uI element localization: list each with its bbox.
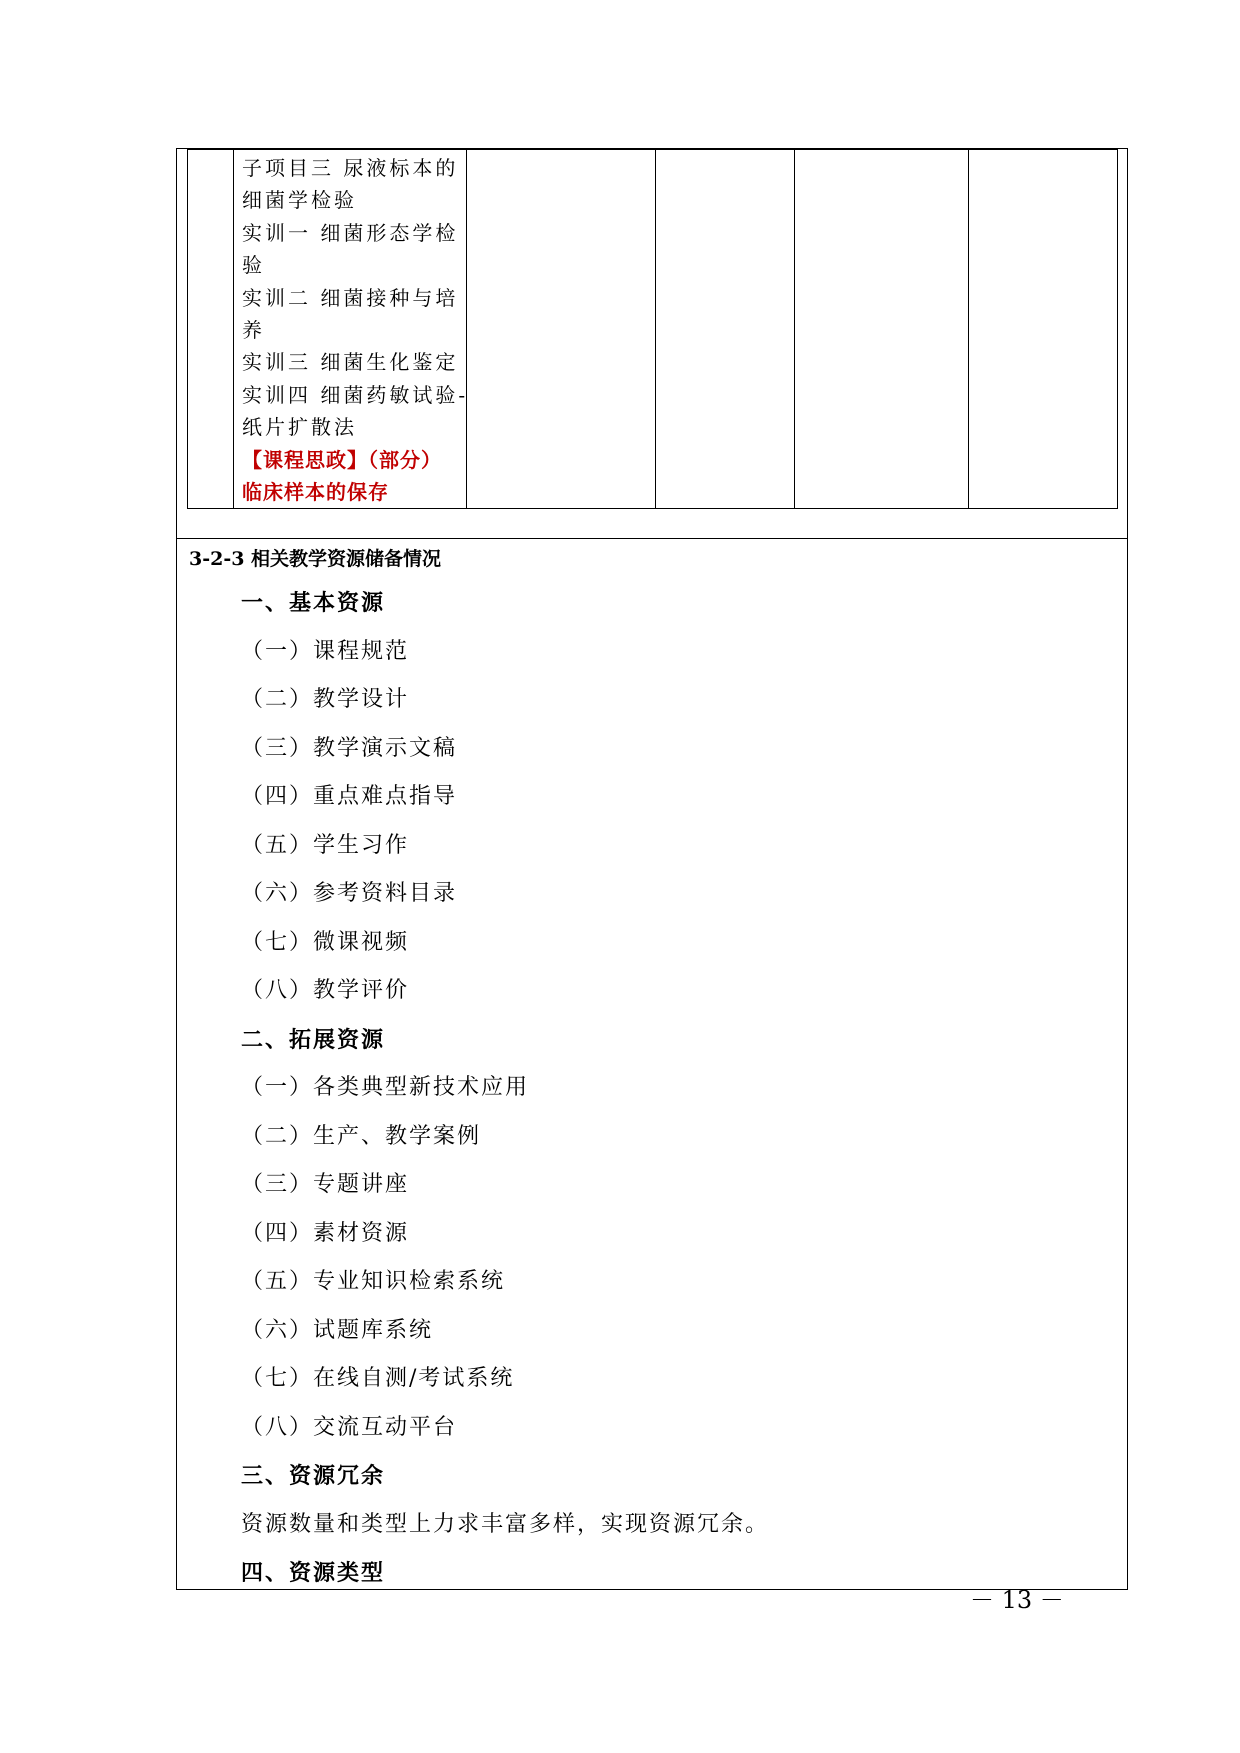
resource-types-heading: 四、资源类型 bbox=[241, 1560, 386, 1586]
document-frame bbox=[176, 148, 1128, 1590]
list-item: （二）教学设计 bbox=[241, 687, 410, 712]
extended-resources-heading: 二、拓展资源 bbox=[241, 1026, 386, 1053]
course-content-table bbox=[187, 149, 1118, 509]
ideology-label: 【课程思政】（部分） bbox=[242, 447, 442, 472]
table-row bbox=[188, 150, 1118, 509]
list-item: （四）素材资源 bbox=[241, 1220, 410, 1246]
resource-list bbox=[241, 579, 1101, 1598]
training-item: 子项目三 尿液标本的 bbox=[242, 156, 459, 180]
list-item: （七）在线自测/考试系统 bbox=[241, 1366, 515, 1391]
list-item: （八）交流互动平台 bbox=[241, 1414, 458, 1440]
empty-cell bbox=[656, 150, 795, 509]
empty-cell bbox=[969, 150, 1118, 509]
list-item: （一）各类典型新技术应用 bbox=[241, 1075, 530, 1100]
list-item: （六）试题库系统 bbox=[241, 1317, 434, 1343]
redundancy-heading: 三、资源冗余 bbox=[241, 1463, 386, 1489]
list-item: （三）专题讲座 bbox=[241, 1172, 410, 1197]
list-item: （二）生产、教学案例 bbox=[241, 1123, 482, 1149]
list-item: （五）学生习作 bbox=[241, 832, 410, 858]
training-item: 实训三 细菌生化鉴定 bbox=[242, 350, 459, 375]
list-item: （三）教学演示文稿 bbox=[241, 735, 458, 761]
ideology-topic: 临床样本的保存 bbox=[242, 480, 389, 505]
training-item: 实训二 细菌接种与培 bbox=[242, 285, 459, 310]
training-item: 验 bbox=[242, 253, 265, 278]
list-item: （一）课程规范 bbox=[241, 638, 410, 664]
list-item: （七）微课视频 bbox=[241, 929, 410, 955]
list-item: （六）参考资料目录 bbox=[241, 881, 458, 906]
list-item: （五）专业知识检索系统 bbox=[241, 1269, 506, 1294]
section-divider bbox=[177, 538, 1127, 539]
index-cell bbox=[188, 150, 234, 509]
page-number: － 13 － bbox=[970, 1586, 1064, 1614]
empty-cell bbox=[467, 150, 656, 509]
list-item: （四）重点难点指导 bbox=[241, 784, 458, 809]
empty-cell bbox=[795, 150, 969, 509]
training-item: 细菌学检验 bbox=[242, 188, 357, 213]
section-title: 3-2-3 相关教学资源储备情况 bbox=[189, 548, 442, 570]
training-item: 实训一 细菌形态学检 bbox=[242, 220, 459, 245]
training-item: 养 bbox=[242, 318, 265, 343]
basic-resources-heading: 一、基本资源 bbox=[241, 590, 386, 616]
redundancy-text: 资源数量和类型上力求丰富多样，实现资源冗余。 bbox=[241, 1511, 770, 1537]
training-items-cell bbox=[234, 150, 467, 509]
training-item: 纸片扩散法 bbox=[242, 415, 357, 440]
list-item: （八）教学评价 bbox=[241, 978, 410, 1003]
training-item: 实训四 细菌药敏试验- bbox=[242, 382, 469, 407]
